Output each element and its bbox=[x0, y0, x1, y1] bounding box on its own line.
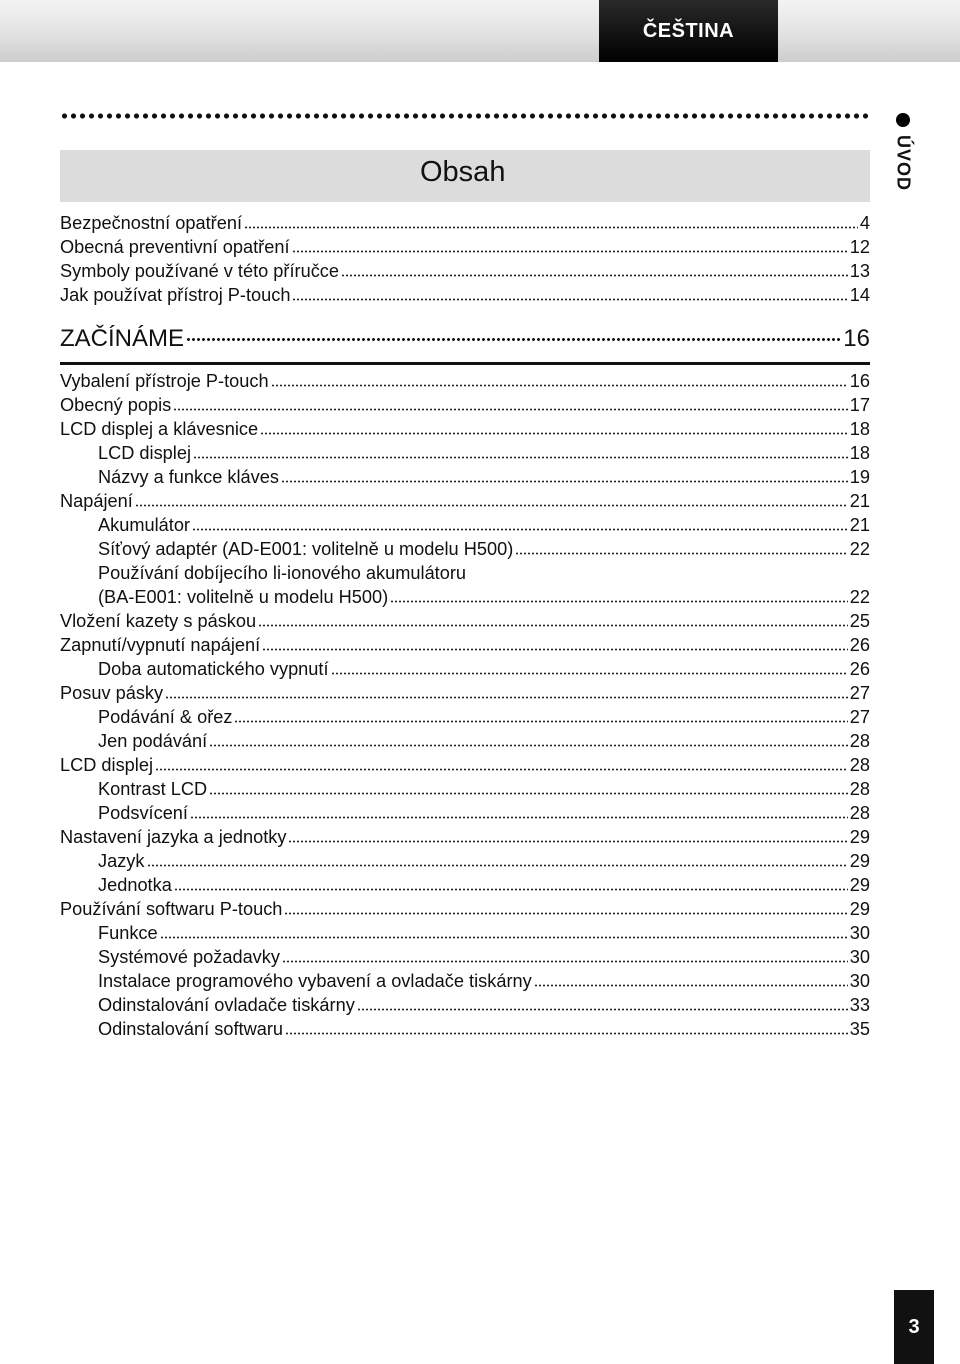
toc-entry-label: LCD displej bbox=[98, 443, 191, 463]
toc-entry-label: Jen podávání bbox=[98, 731, 208, 751]
toc-entry-page: 19 bbox=[849, 467, 870, 487]
toc-subentry[interactable] bbox=[60, 801, 870, 825]
toc-entry-page: 26 bbox=[849, 635, 870, 655]
toc-subentry[interactable] bbox=[60, 1017, 870, 1041]
dot-leader bbox=[244, 226, 858, 229]
dot-leader bbox=[174, 888, 848, 891]
dot-leader bbox=[260, 432, 848, 435]
toc-entry-page: 16 bbox=[849, 371, 870, 391]
toc-entry-page: 27 bbox=[849, 707, 870, 727]
toc-entry[interactable] bbox=[60, 283, 870, 307]
toc-entry-label: Vložení kazety s páskou bbox=[60, 611, 257, 631]
toc-entry-page: 25 bbox=[849, 611, 870, 631]
toc-entry-label: Podávání & ořez bbox=[98, 707, 233, 727]
toc-entry-label: Vybalení přístroje P-touch bbox=[60, 371, 269, 391]
toc-entry-page: 30 bbox=[849, 971, 870, 991]
toc-entry-label: LCD displej a klávesnice bbox=[60, 419, 259, 439]
toc-entry[interactable] bbox=[60, 633, 870, 657]
toc-subentry[interactable] bbox=[60, 465, 870, 489]
toc-entry-page: 29 bbox=[849, 899, 870, 919]
toc-subentry[interactable] bbox=[60, 873, 870, 897]
dot-leader bbox=[292, 298, 847, 301]
toc-entry[interactable] bbox=[60, 681, 870, 705]
toc-entry[interactable] bbox=[60, 369, 870, 393]
toc-entry-page: 28 bbox=[849, 779, 870, 799]
dot-leader bbox=[284, 912, 847, 915]
dot-leader bbox=[271, 384, 848, 387]
toc-subentry[interactable] bbox=[60, 849, 870, 873]
toc-entry-label: (BA-E001: volitelně u modelu H500) bbox=[98, 587, 389, 607]
dot-leader bbox=[155, 768, 848, 771]
dot-leader bbox=[341, 274, 848, 277]
toc-entry-label: Síťový adaptér (AD-E001: volitelně u modelu H500) bbox=[98, 539, 514, 559]
bullet-icon bbox=[896, 113, 910, 127]
dot-leader bbox=[160, 936, 848, 939]
page-number-tab bbox=[894, 1290, 934, 1364]
toc-entry[interactable] bbox=[60, 825, 870, 849]
toc-entry-page: 29 bbox=[849, 851, 870, 871]
dot-leader bbox=[515, 552, 848, 555]
toc-entry-label: Podsvícení bbox=[98, 803, 188, 823]
toc-subentry[interactable] bbox=[60, 777, 870, 801]
toc-entry-label: Názvy a funkce kláves bbox=[98, 467, 279, 487]
toc-entry-page: 12 bbox=[849, 237, 870, 257]
toc-entry-label: Jednotka bbox=[98, 875, 172, 895]
toc-subentry[interactable] bbox=[60, 921, 870, 945]
dotted-divider bbox=[60, 107, 870, 125]
toc-entry-label: Odinstalování ovladače tiskárny bbox=[98, 995, 355, 1015]
dot-leader bbox=[357, 1008, 848, 1011]
dot-leader bbox=[135, 504, 848, 507]
toc-entry-label: Odinstalování softwaru bbox=[98, 1019, 284, 1039]
toc-subentry[interactable] bbox=[60, 657, 870, 681]
toc-entry-page: 28 bbox=[849, 731, 870, 751]
toc-entry[interactable] bbox=[60, 753, 870, 777]
dot-leader bbox=[234, 720, 847, 723]
dot-leader bbox=[288, 840, 847, 843]
header-band bbox=[0, 0, 960, 62]
dot-leader bbox=[190, 816, 848, 819]
chapter-label: ZAČÍNÁME bbox=[60, 325, 185, 352]
page-title: Obsah bbox=[420, 156, 506, 188]
toc-entry-label: Doba automatického vypnutí bbox=[98, 659, 329, 679]
toc-subentry[interactable] bbox=[60, 993, 870, 1017]
toc-entry-page: 27 bbox=[849, 683, 870, 703]
toc-entry-page: 28 bbox=[849, 803, 870, 823]
toc-entry-page: 26 bbox=[849, 659, 870, 679]
toc-entry-page: 33 bbox=[849, 995, 870, 1015]
toc-subentry[interactable] bbox=[60, 945, 870, 969]
dot-leader bbox=[262, 648, 848, 651]
toc-entry-page: 4 bbox=[859, 213, 870, 233]
dot-leader bbox=[390, 600, 848, 603]
toc-entry-page: 17 bbox=[849, 395, 870, 415]
toc-entry-label: Obecný popis bbox=[60, 395, 172, 415]
toc-subentry-line1[interactable]: Používání dobíjecího li-ionového akumulátoru bbox=[98, 563, 467, 583]
dot-leader bbox=[192, 528, 848, 531]
toc-entry-label: Nastavení jazyka a jednotky bbox=[60, 827, 287, 847]
toc-entry-label: Kontrast LCD bbox=[98, 779, 208, 799]
toc-entry-label: LCD displej bbox=[60, 755, 153, 775]
toc-entry-label: Posuv pásky bbox=[60, 683, 164, 703]
dot-leader bbox=[147, 864, 848, 867]
toc-subentry[interactable] bbox=[60, 537, 870, 561]
toc-entry-label: Zapnutí/vypnutí napájení bbox=[60, 635, 261, 655]
dot-leader bbox=[281, 480, 848, 483]
table-of-contents bbox=[60, 211, 870, 1041]
toc-entry-label: Obecná preventivní opatření bbox=[60, 237, 290, 257]
toc-entry-page: 28 bbox=[849, 755, 870, 775]
toc-entry[interactable] bbox=[60, 489, 870, 513]
toc-subentry[interactable] bbox=[60, 705, 870, 729]
toc-entry-label: Bezpečnostní opatření bbox=[60, 213, 242, 233]
toc-entry-page: 21 bbox=[849, 491, 870, 511]
toc-subentry[interactable] bbox=[60, 729, 870, 753]
toc-entry-page: 13 bbox=[849, 261, 870, 281]
toc-entry-page: 35 bbox=[849, 1019, 870, 1039]
toc-entry-page: 14 bbox=[849, 285, 870, 305]
dot-leader bbox=[331, 672, 848, 675]
toc-subentry[interactable] bbox=[60, 513, 870, 537]
toc-entry-label: Jak používat přístroj P-touch bbox=[60, 285, 291, 305]
toc-entry[interactable] bbox=[60, 417, 870, 441]
toc-entry-label: Instalace programového vybavení a ovladače tiskárny bbox=[98, 971, 532, 991]
toc-entry-label: Používání softwaru P-touch bbox=[60, 899, 283, 919]
toc-entry-page: 18 bbox=[849, 443, 870, 463]
language-tab bbox=[599, 0, 778, 62]
toc-entry-page: 30 bbox=[849, 923, 870, 943]
toc-chapter-heading[interactable] bbox=[60, 316, 870, 365]
toc-entry[interactable] bbox=[60, 609, 870, 633]
dot-leader bbox=[292, 250, 848, 253]
dot-leader bbox=[173, 408, 848, 411]
toc-entry-label: Systémové požadavky bbox=[98, 947, 280, 967]
toc-entry[interactable] bbox=[60, 259, 870, 283]
toc-entry-page: 22 bbox=[849, 587, 870, 607]
dot-leader bbox=[165, 696, 848, 699]
page-number: 3 bbox=[908, 1315, 920, 1338]
toc-entry[interactable] bbox=[60, 211, 870, 235]
dot-leader bbox=[282, 960, 848, 963]
dot-leader bbox=[534, 984, 848, 987]
toc-entry-label: Symboly používané v této příručce bbox=[60, 261, 340, 281]
toc-entry-label: Napájení bbox=[60, 491, 133, 511]
dot-leader bbox=[285, 1032, 848, 1035]
toc-entry[interactable] bbox=[60, 897, 870, 921]
toc-subentry[interactable] bbox=[60, 585, 870, 609]
toc-entry-page: 30 bbox=[849, 947, 870, 967]
toc-entry[interactable] bbox=[60, 393, 870, 417]
toc-entry-label: Jazyk bbox=[98, 851, 145, 871]
toc-subentry[interactable] bbox=[60, 441, 870, 465]
language-label: ČEŠTINA bbox=[642, 19, 735, 42]
toc-entry-page: 18 bbox=[849, 419, 870, 439]
toc-entry-page: 29 bbox=[849, 827, 870, 847]
dot-leader bbox=[209, 744, 848, 747]
toc-subentry[interactable] bbox=[60, 969, 870, 993]
toc-entry[interactable] bbox=[60, 235, 870, 259]
dot-leader bbox=[209, 792, 848, 795]
dot-leader bbox=[258, 624, 848, 627]
dot-leader bbox=[186, 337, 841, 342]
toc-entry-label: Funkce bbox=[98, 923, 158, 943]
chapter-page: 16 bbox=[843, 325, 870, 352]
toc-entry-page: 29 bbox=[849, 875, 870, 895]
dot-leader bbox=[193, 456, 848, 459]
toc-entry-page: 21 bbox=[849, 515, 870, 535]
toc-entry-page: 22 bbox=[849, 539, 870, 559]
toc-entry-label: Akumulátor bbox=[98, 515, 190, 535]
section-side-label: ÚVOD bbox=[893, 134, 914, 192]
